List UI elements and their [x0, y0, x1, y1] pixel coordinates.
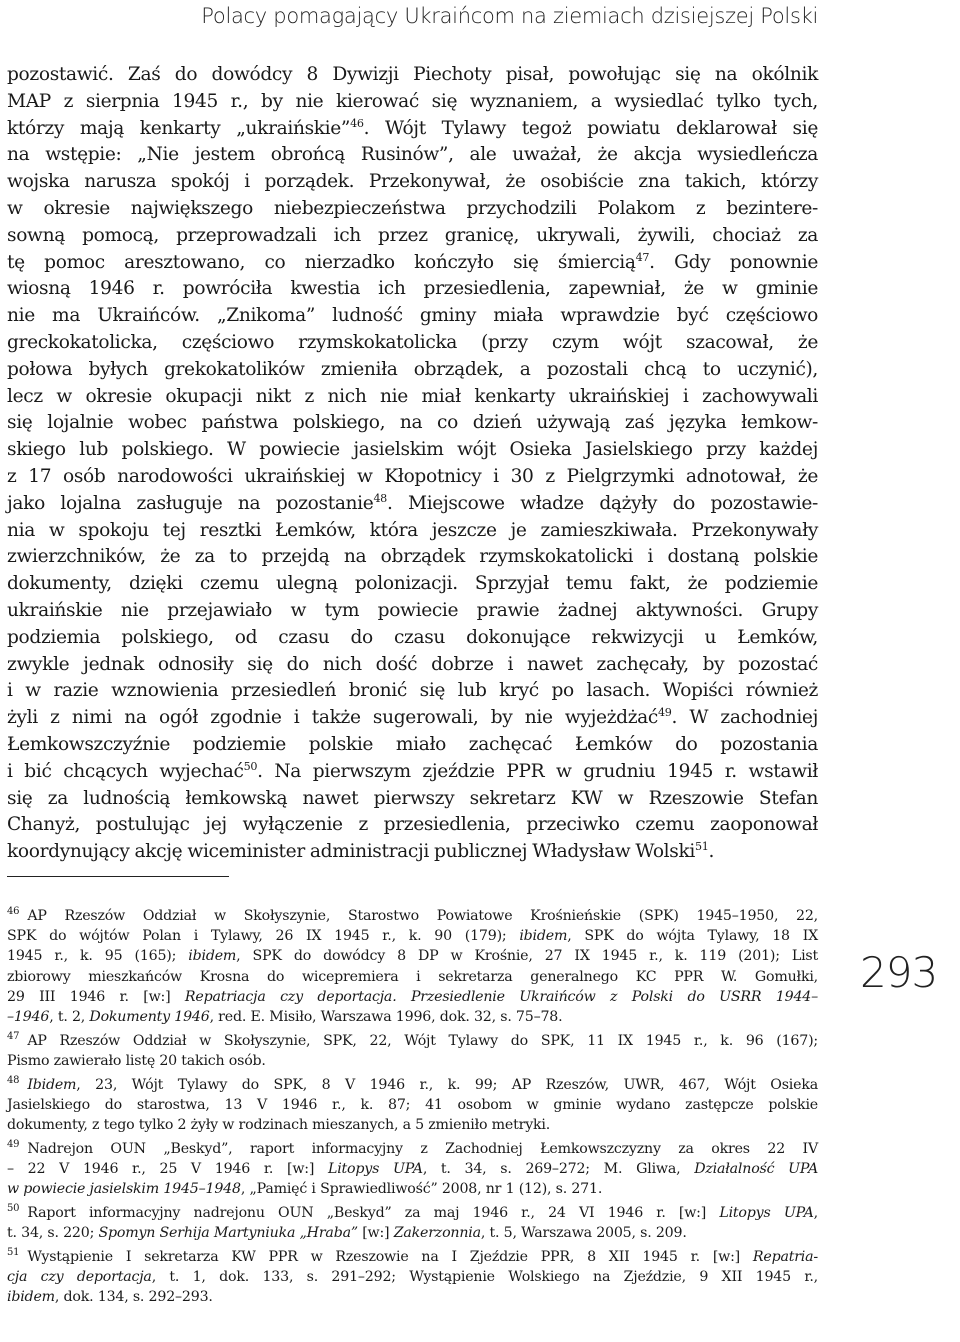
- footnote-47: $^{47}$ AP Rzeszów Oddział w Skołyszynie, SPK, 22, Wójt Tylawy do SPK, 11 IX 1945 r., k. 96 (167); Pismo zawierało listę 20 takich osób.: [7, 1030, 818, 1069]
- text-line: wiosną 1946 r. powróciła kwestia ich przesiedlenia, zapewniał, że w gminie: [7, 278, 818, 300]
- footnote-number: 51: [7, 1247, 20, 1259]
- text-line: żyli z nimi na ogół zgodnie i także sugerowali, by nie wyjeżdżać$^{49}$. W zachodniej: [7, 705, 818, 729]
- text-line: i bić chcących wyjechać$^{50}$. Na pierwszym zjeździe PPR w grudniu 1945 r. wstawił: [7, 759, 818, 782]
- footnote-51: $^{51}$ Wystąpienie I sekretarza KW PPR w Rzeszowie na I Zjeździe PPR, 8 XII 1945 r. [w:] Repatria- cja czy deportacja, t. 1, dok. 133, s. 291–292; Wystąpienie Wolskiego na Zjeździe, 9 XII 1945 r., ibidem, dok. 134, s. 292–293.: [7, 1247, 818, 1306]
- text-line: połowa byłych grekokatolików zmieniła obrządek, a pozostali chcą to uczynić),: [7, 358, 818, 380]
- text-line: Łemkowszczyźnie podziemie polskie miało zachęcać Łemków do pozostania: [7, 733, 818, 755]
- footnote-50: $^{50}$ Raport informacyjny nadrejonu OUN „Beskyd” za maj 1946 r., 24 VI 1946 r. [w:] Litopys UPA, t. 34, s. 220; Spomyn Serhija Martyniuka „Hraba” [w:] Zakerzonnia, t. 5, Warszawa 2005, s. 209.: [7, 1203, 818, 1242]
- text-line: i w razie wznowienia przesiedleń bronić się lub kryć po lasach. Wopiści również: [7, 680, 818, 702]
- footnote-ref[interactable]: 48: [373, 491, 387, 505]
- text-line: w okresie największego niebezpieczeństwa przychodzili Polakom z bezintere-: [7, 197, 818, 219]
- text-line: którzy mają kenkarty „ukraińskie”$^{46}$. Wójt Tylawy tegoż powiatu deklarował się: [7, 116, 819, 139]
- footnote-49: $^{49}$ Nadrejon OUN „Beskyd”, raport informacyjny z Zachodniej Łemkowszczyzny za okres 22 IV – 22 V 1946 r., 25 V 1946 r. [w:] Litopys UPA, t. 34, s. 269–272; M. Gliwa, Działalność UPA w powiecie jasielskim 1945–1948, „Pamięć i Sprawiedliwość” 2008, nr 1 (12), s. 271.: [7, 1139, 819, 1198]
- footnote-separator: [7, 876, 229, 877]
- footnote-ref[interactable]: 51: [694, 839, 709, 853]
- running-head: Polacy pomagający Ukraińcom na ziemiach dzisiejszej Polski: [201, 4, 818, 28]
- footnote-ref[interactable]: 47: [635, 250, 650, 264]
- text-line: nie ma Ukraińców. „Znikoma” ludność gminy miała wprawdzie być częściowo: [7, 305, 818, 327]
- footnote-ref[interactable]: 50: [243, 759, 258, 773]
- text-line: dokumenty, dzięki czemu ulegną polonizacji. Sprzyjał temu fakt, że podziemie: [7, 573, 818, 595]
- text-line: z 17 osób narodowości ukraińskiej w Kłopotnicy i 30 z Pielgrzymki adnotował, że: [7, 465, 818, 487]
- text-line: nia w spokoju tej resztki Łemków, która jeszcze je zamieszkiwała. Przekonywały: [7, 519, 818, 541]
- footnote-ref[interactable]: 49: [657, 705, 672, 719]
- footnote-number: 48: [7, 1074, 20, 1086]
- footnote-number: 47: [7, 1030, 20, 1042]
- footnote-number: 50: [7, 1203, 20, 1215]
- text-line: się za ludnością łemkowską nawet pierwszy sekretarz KW w Rzeszowie Stefan: [7, 787, 818, 809]
- footnotes: [7, 906, 818, 1311]
- text-line: podziemia polskiego, od czasu do czasu dokonujące rekwizycji u Łemków,: [7, 626, 818, 648]
- footnote-48: $^{48}$ Ibidem, 23, Wójt Tylawy do SPK, 8 V 1946 r., k. 99; AP Rzeszów, UWR, 467, Wójt Osieka Jasielskiego do starostwa, 13 V 1946 r., k. 87; 41 osobom w gminie wydano zastępcze polskie dokumenty, z tego tylko 2 żyły w rodzinach mieszanych, a 5 zmieniło metryki.: [7, 1074, 818, 1134]
- page-number: 293: [860, 948, 938, 997]
- text-line: ukraińskie nie przejawiało w tym powiecie prawie żadnej aktywności. Grupy: [7, 599, 818, 621]
- footnote-number: 49: [7, 1139, 20, 1151]
- text-line: skiego lub polskiego. W powiecie jasielskim wójt Osieka Jasielskiego przy każdej: [7, 439, 818, 461]
- text-line: się lojalnie wobec państwa polskiego, na co dzień używają zaś języka łemkow-: [7, 412, 818, 434]
- body-text: [7, 62, 818, 866]
- text-line: na wstępie: „Nie jestem obrońcą Rusinów”, ale uważał, że akcja wysiedleńcza: [7, 144, 818, 166]
- text-line: lecz w okresie okupacji nikt z nich nie miał kenkarty ukraińskiej i zachowywali: [7, 385, 818, 407]
- text-line: Chanyż, postulując jej wyłączenie z przesiedlenia, przeciwko czemu zaoponował: [7, 814, 818, 836]
- text-line: tę pomoc aresztowano, co nierzadko kończyło się śmiercią$^{47}$. Gdy ponownie: [7, 250, 819, 273]
- text-line: sowną pomocą, przeprowadzali ich przez granicę, ukrywali, żywili, chociaż za: [7, 224, 818, 246]
- footnote-46: $^{46}$ AP Rzeszów Oddział w Skołyszynie, Starostwo Powiatowe Krośnieńskie (SPK) 1945–1950, 22, SPK do wójtów Polan i Tylawy, 26 IX 1945 r., k. 90 (179); ibidem, SPK do wójta Tylawy, 18 IX 1945 r., k. 95 (165); ibidem, SPK do dowódcy 8 DP w Krośnie, 27 IX 1945 r., k. 119 (201); List zbiorowy mieszkańców Krosna do wicepremiera i sekretarza generalnego KC PPR W. Gomułki, 29 III 1946 r. [w:] Repatriacja czy deportacja. Przesiedlenie Ukraińców z Polski do USRR 1944– –1946, t. 2, Dokumenty 1946, red. E. Misiło, Warszawa 1996, dok. 32, s. 75–78.: [7, 906, 819, 1025]
- text-line: pozostawić. Zaś do dowódcy 8 Dywizji Piechoty pisał, powołując się na okólnik: [7, 64, 818, 85]
- text-line: zwykle jednak odnosiły się do nich dość dobrze i nawet zachęcały, by pozostać: [7, 653, 818, 675]
- text-line: koordynujący akcję wiceminister administracji publicznej Władysław Wolski$^{51}$.: [7, 839, 715, 863]
- footnote-number: 46: [7, 906, 20, 918]
- text-line: MAP z sierpnia 1945 r., by nie kierować się wyznaniem, a wysiedlać tylko tych,: [7, 90, 818, 112]
- text-line: greckokatolicka, częściowo rzymskokatolicka (przy czym wójt szacował, że: [7, 331, 818, 353]
- text-line: jako lojalna zasługuje na pozostanie$^{48}$. Miejscowe władze dążyły do pozostawie-: [7, 491, 818, 514]
- text-line: zwierzchników, że za to przejdą na obrządek rzymskokatolicki i dostaną polskie: [7, 546, 818, 568]
- footnote-ref[interactable]: 46: [350, 116, 364, 130]
- text-line: wojska narusza spokój i porządek. Przekonywał, że osobiście zna takich, którzy: [7, 171, 818, 193]
